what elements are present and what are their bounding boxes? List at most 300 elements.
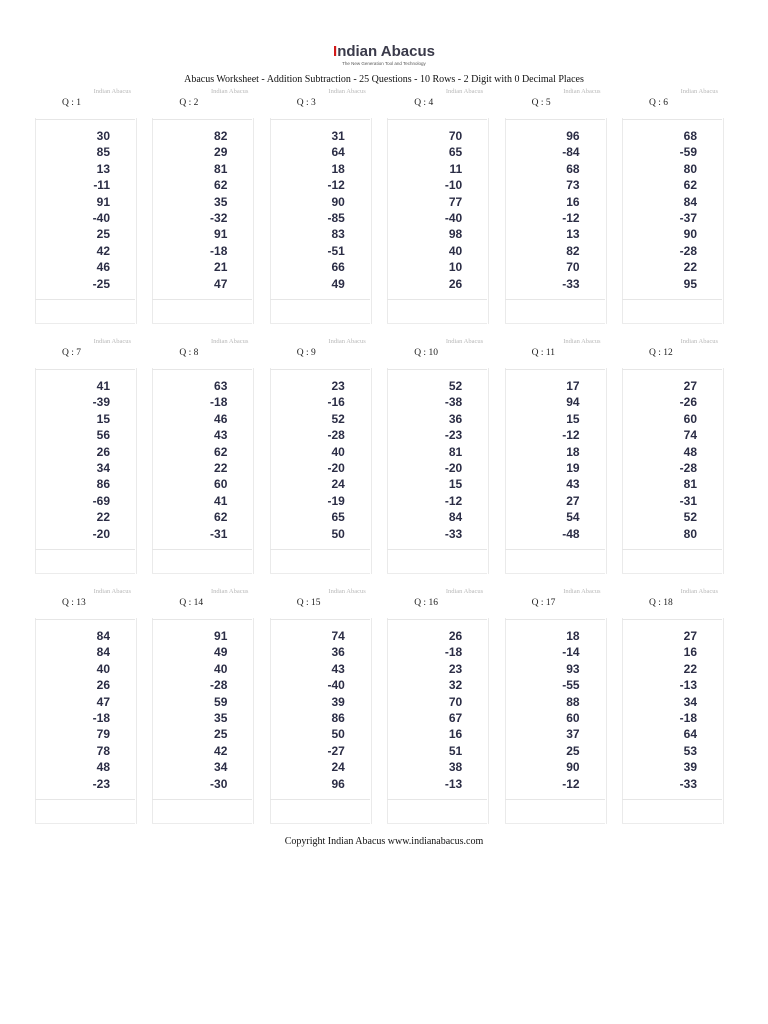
card-divider: [35, 323, 135, 324]
number-row: -40: [92, 210, 110, 225]
number-row: 56: [96, 428, 110, 443]
number-row: -33: [679, 776, 697, 791]
number-row: 49: [214, 645, 228, 660]
number-row: 25: [96, 227, 110, 242]
number-row: 25: [566, 743, 580, 758]
number-row: 22: [96, 510, 110, 525]
card-divider: [622, 323, 722, 324]
number-row: 85: [96, 145, 110, 160]
number-row: 15: [96, 411, 110, 426]
card-watermark: Indian Abacus: [445, 588, 484, 595]
card-divider: [505, 549, 605, 550]
card-watermark: Indian Abacus: [211, 338, 249, 345]
number-row: -20: [92, 526, 110, 541]
question-label: Q : 15: [296, 598, 321, 608]
number-row: -23: [444, 428, 463, 443]
number-row: 35: [214, 194, 228, 209]
card-watermark: Indian Abacus: [680, 338, 718, 345]
card-frame: [270, 368, 372, 574]
card-divider: [270, 619, 370, 620]
number-column: [562, 628, 579, 792]
question-label: Q : 2: [179, 98, 199, 108]
number-column: [327, 128, 344, 292]
number-row: 50: [331, 526, 345, 541]
number-row: 66: [331, 260, 345, 275]
number-row: -28: [210, 678, 228, 693]
card-divider: [270, 549, 370, 550]
number-row: 31: [331, 129, 345, 143]
number-row: 83: [331, 227, 345, 242]
number-row: 74: [683, 428, 697, 443]
question-label: Q : 5: [531, 98, 551, 108]
card-divider: [622, 549, 722, 550]
number-row: 22: [683, 260, 697, 275]
question-label: Q : 9: [296, 348, 316, 358]
number-row: 63: [214, 379, 228, 393]
number-row: 19: [566, 460, 580, 475]
number-row: -14: [562, 645, 580, 660]
number-column: [93, 128, 110, 292]
number-row: 52: [683, 510, 697, 525]
number-row: 82: [214, 129, 228, 143]
question-card: [387, 588, 487, 824]
card-watermark: Indian Abacus: [328, 88, 366, 95]
card-frame: [505, 118, 607, 324]
number-row: 60: [214, 477, 228, 492]
card-frame: [505, 368, 607, 574]
number-row: 70: [448, 129, 463, 143]
number-row: 39: [331, 694, 345, 709]
number-row: 86: [331, 710, 345, 725]
number-row: 62: [214, 444, 228, 459]
number-row: -31: [210, 526, 228, 541]
number-row: -20: [327, 460, 345, 475]
number-row: -12: [327, 178, 345, 193]
number-row: -33: [562, 276, 580, 291]
number-column: [562, 378, 579, 542]
card-divider: [35, 823, 135, 824]
number-row: 24: [331, 477, 345, 492]
card-divider: [505, 573, 605, 574]
card-frame: [35, 618, 137, 824]
number-row: -31: [679, 493, 697, 508]
question-card: [505, 338, 605, 574]
number-row: -28: [327, 428, 345, 443]
number-row: 94: [566, 395, 580, 410]
card-watermark: Indian Abacus: [563, 338, 601, 345]
number-row: 27: [683, 629, 697, 643]
question-label: Q : 14: [179, 598, 204, 608]
card-divider: [152, 119, 252, 120]
question-label: Q : 8: [179, 348, 199, 358]
number-row: 18: [331, 161, 345, 176]
card-frame: [622, 118, 724, 324]
card-divider: [387, 549, 487, 550]
number-column: [562, 128, 579, 292]
number-row: 86: [96, 477, 110, 492]
question-label: Q : 6: [649, 98, 668, 108]
card-divider: [152, 549, 252, 550]
number-row: 47: [214, 276, 228, 291]
card-frame: [622, 618, 724, 824]
number-row: -38: [444, 395, 463, 410]
question-label: Q : 4: [414, 98, 434, 108]
number-row: 17: [566, 379, 580, 393]
number-row: 48: [683, 444, 697, 459]
number-row: 15: [566, 411, 580, 426]
number-row: 88: [566, 694, 580, 709]
number-row: 49: [331, 276, 345, 291]
number-row: 91: [214, 227, 228, 242]
number-row: -28: [679, 460, 697, 475]
number-row: 38: [448, 760, 463, 775]
card-divider: [505, 619, 605, 620]
number-row: 42: [96, 243, 110, 258]
number-row: -12: [444, 493, 463, 508]
number-row: 25: [214, 727, 228, 742]
question-label: Q : 18: [649, 598, 673, 608]
card-frame: [35, 368, 137, 574]
number-row: 46: [96, 260, 110, 275]
number-row: 91: [214, 629, 228, 643]
logo-accent-letter: I: [333, 43, 338, 60]
number-row: 52: [448, 379, 463, 393]
question-label: Q : 3: [296, 98, 316, 108]
card-watermark: Indian Abacus: [563, 588, 601, 595]
number-row: -23: [92, 776, 110, 791]
number-row: 70: [448, 694, 463, 709]
card-divider: [152, 323, 252, 324]
card-divider: [622, 573, 722, 574]
number-row: 35: [214, 710, 228, 725]
card-divider: [35, 573, 135, 574]
number-row: 62: [214, 178, 228, 193]
number-row: -37: [679, 210, 697, 225]
question-label: Q : 13: [62, 598, 86, 608]
number-row: -25: [92, 276, 110, 291]
number-row: 65: [331, 510, 345, 525]
card-divider: [505, 823, 605, 824]
number-row: -18: [444, 645, 463, 660]
logo-title: [0, 43, 768, 61]
question-card: [622, 88, 722, 324]
number-row: 84: [448, 510, 463, 525]
card-frame: [387, 368, 489, 574]
logo-tagline: The New Generation Tool and Technology: [342, 61, 426, 66]
number-row: -12: [562, 428, 580, 443]
number-row: -40: [327, 678, 345, 693]
brand-logo: [0, 43, 768, 67]
number-row: 29: [214, 145, 228, 160]
card-divider: [270, 823, 370, 824]
number-row: 60: [683, 411, 697, 426]
card-watermark: Indian Abacus: [93, 588, 131, 595]
number-row: 42: [214, 743, 228, 758]
number-column: [210, 378, 227, 542]
number-row: -20: [444, 460, 463, 475]
card-watermark: Indian Abacus: [445, 338, 484, 345]
card-frame: [152, 118, 254, 324]
number-row: 40: [448, 243, 463, 258]
card-watermark: Indian Abacus: [328, 338, 366, 345]
number-row: 84: [96, 629, 110, 643]
number-row: -51: [327, 243, 345, 258]
question-card: [35, 88, 135, 324]
card-divider: [270, 573, 370, 574]
number-row: 81: [214, 161, 228, 176]
card-divider: [387, 799, 487, 800]
number-row: 81: [683, 477, 697, 492]
number-row: 40: [214, 661, 228, 676]
question-card: [152, 88, 252, 324]
number-row: 62: [683, 178, 697, 193]
number-row: -40: [444, 210, 463, 225]
number-row: 41: [96, 379, 110, 393]
worksheet-title: Abacus Worksheet - Addition Subtraction - 25 Questions - 10 Rows - 2 Digit with 0 Decimal Places: [184, 74, 584, 85]
number-row: 64: [331, 145, 345, 160]
number-row: 70: [566, 260, 580, 275]
number-row: -59: [679, 145, 697, 160]
card-frame: [35, 118, 137, 324]
number-row: 15: [448, 477, 463, 492]
card-divider: [35, 119, 135, 120]
card-frame: [387, 618, 489, 824]
card-divider: [387, 323, 487, 324]
number-column: [93, 628, 110, 792]
number-row: -32: [210, 210, 228, 225]
number-row: 78: [96, 743, 110, 758]
question-label: Q : 7: [62, 348, 81, 358]
card-divider: [35, 369, 135, 370]
number-row: 54: [566, 510, 580, 525]
number-row: 32: [448, 678, 463, 693]
card-frame: [387, 118, 489, 324]
card-divider: [387, 119, 487, 120]
number-row: 41: [214, 493, 228, 508]
number-row: 59: [214, 694, 228, 709]
card-divider: [387, 369, 487, 370]
number-row: 27: [683, 379, 697, 393]
number-row: 18: [566, 629, 580, 643]
number-row: 40: [331, 444, 345, 459]
card-watermark: Indian Abacus: [211, 588, 249, 595]
number-row: 18: [566, 444, 580, 459]
question-card: [270, 338, 370, 574]
number-row: -13: [444, 776, 463, 791]
number-row: 74: [331, 629, 345, 643]
card-watermark: Indian Abacus: [680, 588, 718, 595]
number-row: -27: [327, 743, 345, 758]
number-row: 80: [683, 526, 697, 541]
number-row: 96: [331, 776, 345, 791]
card-divider: [387, 619, 487, 620]
copyright-footer: Copyright Indian Abacus www.indianabacus.com: [284, 836, 484, 847]
number-row: 26: [448, 276, 463, 291]
number-row: 47: [96, 694, 110, 709]
number-row: 16: [566, 194, 580, 209]
card-divider: [505, 323, 605, 324]
card-watermark: Indian Abacus: [445, 88, 484, 95]
card-divider: [35, 619, 135, 620]
number-row: 68: [566, 161, 580, 176]
number-row: -18: [679, 710, 697, 725]
number-row: 26: [96, 444, 110, 459]
number-row: -12: [562, 210, 580, 225]
number-row: -18: [210, 395, 228, 410]
card-watermark: Indian Abacus: [211, 88, 249, 95]
number-column: [327, 628, 344, 792]
card-divider: [622, 119, 722, 120]
card-watermark: Indian Abacus: [93, 338, 131, 345]
number-row: 13: [566, 227, 580, 242]
card-frame: [505, 618, 607, 824]
number-row: 65: [448, 145, 463, 160]
number-row: 77: [448, 194, 463, 209]
number-row: 84: [683, 194, 697, 209]
number-row: 43: [331, 661, 345, 676]
number-column: [210, 128, 227, 292]
number-row: 40: [96, 661, 110, 676]
number-row: 90: [566, 760, 580, 775]
number-row: 68: [683, 129, 697, 143]
card-divider: [622, 619, 722, 620]
number-row: 43: [214, 428, 228, 443]
card-watermark: Indian Abacus: [680, 88, 718, 95]
question-card: [622, 588, 722, 824]
number-row: -16: [327, 395, 345, 410]
number-row: -28: [679, 243, 697, 258]
question-card: [505, 588, 605, 824]
card-divider: [270, 799, 370, 800]
question-card: [622, 338, 722, 574]
question-card: [35, 338, 135, 574]
number-row: 67: [448, 710, 463, 725]
number-row: 90: [331, 194, 345, 209]
number-row: -19: [327, 493, 345, 508]
number-row: 26: [448, 629, 463, 643]
question-card: [35, 588, 135, 824]
card-frame: [270, 118, 372, 324]
number-row: -48: [562, 526, 580, 541]
card-frame: [270, 618, 372, 824]
card-divider: [35, 549, 135, 550]
number-row: -12: [562, 776, 580, 791]
number-row: 10: [448, 260, 463, 275]
number-row: 21: [214, 260, 228, 275]
question-label: Q : 10: [414, 348, 438, 358]
card-divider: [387, 299, 487, 300]
card-divider: [505, 119, 605, 120]
number-row: 91: [96, 194, 110, 209]
number-row: 96: [566, 129, 580, 143]
number-row: -69: [92, 493, 110, 508]
card-divider: [387, 823, 487, 824]
card-divider: [622, 369, 722, 370]
question-card: [270, 88, 370, 324]
card-divider: [152, 299, 252, 300]
number-column: [680, 128, 697, 292]
card-divider: [387, 573, 487, 574]
number-row: 62: [214, 510, 228, 525]
question-card: [387, 88, 487, 324]
question-label: Q : 16: [414, 598, 438, 608]
number-row: 34: [683, 694, 697, 709]
card-watermark: Indian Abacus: [328, 588, 366, 595]
number-row: 23: [331, 379, 345, 393]
number-row: 22: [214, 460, 228, 475]
number-column: [93, 378, 110, 542]
number-row: 36: [331, 645, 345, 660]
card-divider: [152, 573, 252, 574]
question-label: Q : 12: [649, 348, 673, 358]
number-row: -84: [562, 145, 580, 160]
card-divider: [622, 799, 722, 800]
number-row: 73: [566, 178, 580, 193]
number-row: -18: [92, 710, 110, 725]
card-divider: [270, 369, 370, 370]
number-row: 11: [449, 161, 463, 176]
number-row: 23: [448, 661, 463, 676]
card-frame: [152, 618, 254, 824]
card-divider: [505, 369, 605, 370]
card-divider: [152, 823, 252, 824]
card-divider: [152, 369, 252, 370]
number-row: -30: [210, 776, 228, 791]
number-column: [327, 378, 344, 542]
number-row: 24: [331, 760, 345, 775]
question-card: [505, 88, 605, 324]
number-row: 46: [214, 411, 228, 426]
card-watermark: Indian Abacus: [563, 88, 601, 95]
number-row: 43: [566, 477, 580, 492]
number-row: 98: [448, 227, 463, 242]
number-row: -55: [562, 678, 580, 693]
number-row: -18: [210, 243, 228, 258]
number-row: 37: [566, 727, 580, 742]
number-row: 81: [448, 444, 463, 459]
card-divider: [152, 619, 252, 620]
card-frame: [622, 368, 724, 574]
number-row: 16: [683, 645, 697, 660]
number-row: 22: [683, 661, 697, 676]
number-row: 52: [331, 411, 345, 426]
number-row: 60: [566, 710, 580, 725]
card-watermark: Indian Abacus: [93, 88, 131, 95]
number-row: 48: [96, 760, 110, 775]
number-row: -11: [93, 178, 110, 193]
question-label: Q : 1: [62, 98, 81, 108]
card-divider: [152, 799, 252, 800]
number-row: 34: [214, 760, 228, 775]
question-card: [387, 338, 487, 574]
question-card: [152, 588, 252, 824]
number-column: [445, 128, 462, 292]
number-row: -33: [444, 526, 463, 541]
number-row: 13: [96, 161, 110, 176]
number-column: [680, 628, 697, 792]
number-row: -39: [92, 395, 110, 410]
number-row: -26: [679, 395, 697, 410]
number-row: 84: [96, 645, 110, 660]
number-row: 34: [96, 460, 110, 475]
number-column: [210, 628, 227, 792]
number-row: 82: [566, 243, 580, 258]
number-row: 39: [683, 760, 697, 775]
number-column: [680, 378, 697, 542]
number-column: [445, 628, 462, 792]
number-column: [445, 378, 462, 542]
card-divider: [505, 799, 605, 800]
